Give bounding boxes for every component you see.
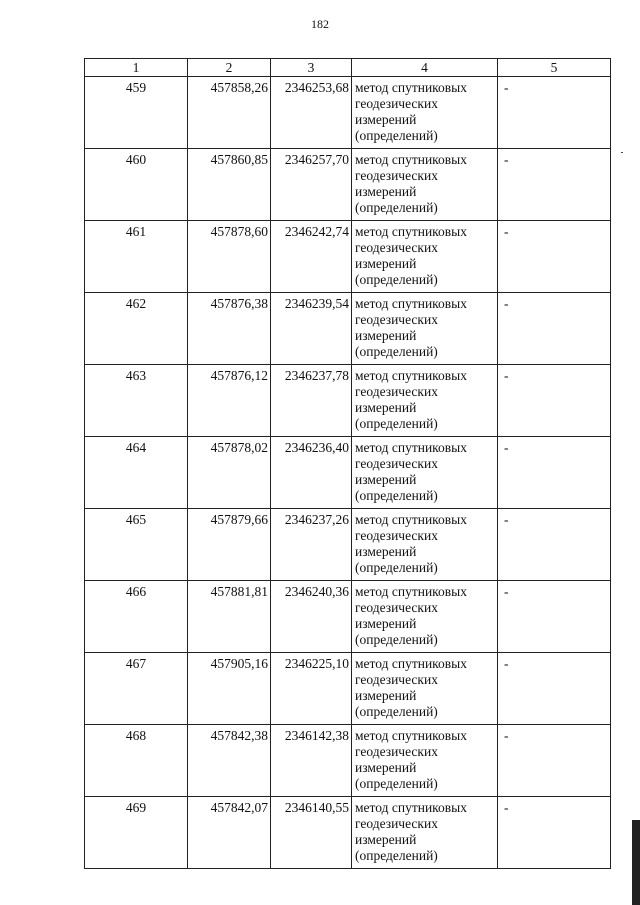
x-coordinate: 457842,07 xyxy=(188,797,271,869)
point-number: 465 xyxy=(85,509,188,581)
accuracy-value: - xyxy=(498,293,611,365)
method-description: метод спутниковых геодезических измерений (определений) xyxy=(352,437,498,509)
point-number: 467 xyxy=(85,653,188,725)
x-coordinate: 457879,66 xyxy=(188,509,271,581)
method-description: метод спутниковых геодезических измерений (определений) xyxy=(352,653,498,725)
point-number: 464 xyxy=(85,437,188,509)
point-number: 466 xyxy=(85,581,188,653)
y-coordinate: 2346242,74 xyxy=(271,221,352,293)
column-header: 1 xyxy=(85,59,188,77)
table-row xyxy=(85,581,611,653)
x-coordinate: 457878,60 xyxy=(188,221,271,293)
y-coordinate: 2346142,38 xyxy=(271,725,352,797)
y-coordinate: 2346236,40 xyxy=(271,437,352,509)
y-coordinate: 2346237,78 xyxy=(271,365,352,437)
table-row xyxy=(85,221,611,293)
page-number: 182 xyxy=(311,17,329,31)
table-row xyxy=(85,653,611,725)
point-number: 460 xyxy=(85,149,188,221)
table-row xyxy=(85,293,611,365)
accuracy-value: - xyxy=(498,77,611,149)
method-description: метод спутниковых геодезических измерений (определений) xyxy=(352,293,498,365)
x-coordinate: 457876,12 xyxy=(188,365,271,437)
point-number: 468 xyxy=(85,725,188,797)
y-coordinate: 2346140,55 xyxy=(271,797,352,869)
column-header: 4 xyxy=(352,59,498,77)
scan-speck xyxy=(621,152,623,153)
y-coordinate: 2346257,70 xyxy=(271,149,352,221)
table-row xyxy=(85,149,611,221)
y-coordinate: 2346240,36 xyxy=(271,581,352,653)
table-row xyxy=(85,797,611,869)
point-number: 469 xyxy=(85,797,188,869)
point-number: 462 xyxy=(85,293,188,365)
accuracy-value: - xyxy=(498,725,611,797)
scan-edge-shadow xyxy=(632,820,640,905)
accuracy-value: - xyxy=(498,581,611,653)
column-header: 5 xyxy=(498,59,611,77)
method-description: метод спутниковых геодезических измерений (определений) xyxy=(352,509,498,581)
table-row xyxy=(85,725,611,797)
y-coordinate: 2346239,54 xyxy=(271,293,352,365)
point-number: 463 xyxy=(85,365,188,437)
x-coordinate: 457858,26 xyxy=(188,77,271,149)
accuracy-value: - xyxy=(498,509,611,581)
accuracy-value: - xyxy=(498,221,611,293)
point-number: 461 xyxy=(85,221,188,293)
x-coordinate: 457881,81 xyxy=(188,581,271,653)
x-coordinate: 457878,02 xyxy=(188,437,271,509)
x-coordinate: 457842,38 xyxy=(188,725,271,797)
method-description: метод спутниковых геодезических измерений (определений) xyxy=(352,221,498,293)
y-coordinate: 2346237,26 xyxy=(271,509,352,581)
table-row xyxy=(85,437,611,509)
x-coordinate: 457876,38 xyxy=(188,293,271,365)
accuracy-value: - xyxy=(498,797,611,869)
table-header-row xyxy=(85,59,611,77)
method-description: метод спутниковых геодезических измерений (определений) xyxy=(352,581,498,653)
column-header: 3 xyxy=(271,59,352,77)
x-coordinate: 457905,16 xyxy=(188,653,271,725)
coordinates-table xyxy=(84,58,611,869)
method-description: метод спутниковых геодезических измерений (определений) xyxy=(352,149,498,221)
table-row xyxy=(85,365,611,437)
x-coordinate: 457860,85 xyxy=(188,149,271,221)
point-number: 459 xyxy=(85,77,188,149)
accuracy-value: - xyxy=(498,149,611,221)
method-description: метод спутниковых геодезических измерений (определений) xyxy=(352,77,498,149)
column-header: 2 xyxy=(188,59,271,77)
accuracy-value: - xyxy=(498,437,611,509)
method-description: метод спутниковых геодезических измерений (определений) xyxy=(352,797,498,869)
table-row xyxy=(85,77,611,149)
table-row xyxy=(85,509,611,581)
accuracy-value: - xyxy=(498,365,611,437)
y-coordinate: 2346253,68 xyxy=(271,77,352,149)
accuracy-value: - xyxy=(498,653,611,725)
method-description: метод спутниковых геодезических измерений (определений) xyxy=(352,365,498,437)
method-description: метод спутниковых геодезических измерений (определений) xyxy=(352,725,498,797)
y-coordinate: 2346225,10 xyxy=(271,653,352,725)
